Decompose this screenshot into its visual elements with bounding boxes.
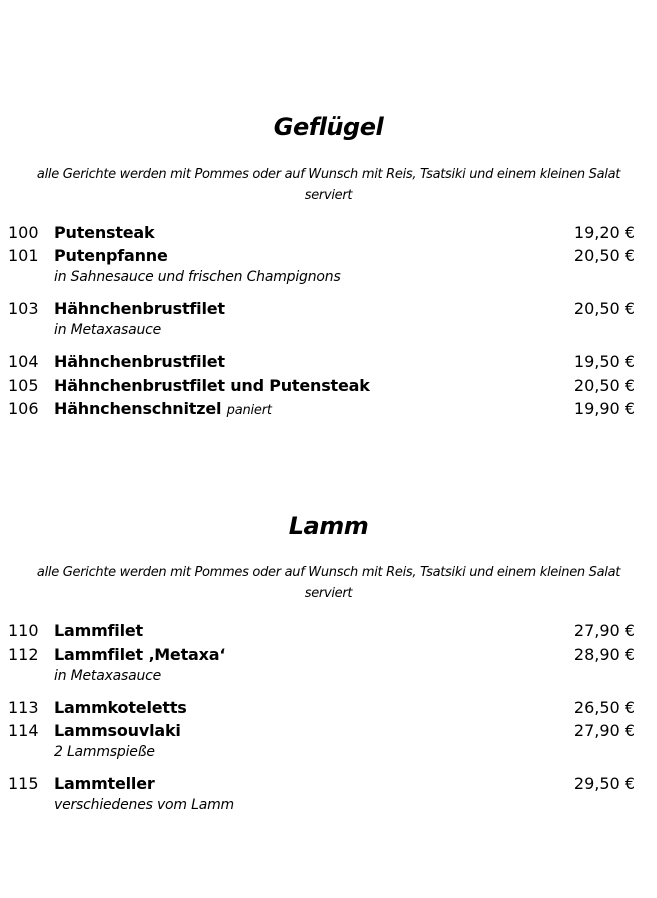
item-name: Hähnchenbrustfilet: [54, 352, 225, 371]
item-number: 104: [8, 352, 39, 371]
menu-item: [8, 644, 635, 666]
item-description: 2 Lammspieße: [54, 744, 155, 760]
item-number: 101: [8, 246, 39, 265]
item-name: Lammfilet: [54, 621, 143, 640]
menu-item: [8, 720, 635, 742]
section-note-poultry-line2: serviert: [304, 188, 353, 203]
item-name: Lammfilet ‚Metaxa‘: [54, 645, 226, 664]
item-number: 115: [8, 774, 39, 793]
item-number: 110: [8, 621, 39, 640]
item-description: in Metaxasauce: [54, 322, 162, 338]
item-price: 27,90 €: [573, 621, 635, 640]
item-name: Hähnchenschnitzel: [54, 399, 222, 418]
item-number: 100: [8, 223, 39, 242]
item-name: Lammkoteletts: [54, 698, 187, 717]
item-price: 20,50 €: [573, 299, 635, 318]
section-title-lamb: Lamm: [288, 512, 369, 540]
menu-item: [8, 398, 635, 420]
item-description: in Metaxasauce: [54, 668, 162, 684]
item-number: 113: [8, 698, 39, 717]
menu-item: [8, 245, 635, 267]
item-price: 20,50 €: [573, 246, 635, 265]
item-price: 26,50 €: [573, 698, 635, 717]
item-name-wrapper: [54, 398, 272, 422]
menu-item: [8, 351, 635, 373]
item-name: Lammteller: [54, 774, 155, 793]
item-price: 29,50 €: [573, 774, 635, 793]
item-name: Lammsouvlaki: [54, 721, 181, 740]
item-inline-note: paniert: [226, 403, 272, 418]
item-number: 112: [8, 645, 39, 664]
section-title-poultry: Geflügel: [273, 113, 384, 141]
item-description: verschiedenes vom Lamm: [54, 797, 234, 813]
item-number: 114: [8, 721, 39, 740]
item-name: Hähnchenbrustfilet und Putensteak: [54, 376, 370, 395]
menu-item: [8, 773, 635, 795]
menu-item: [8, 620, 635, 642]
item-number: 106: [8, 399, 39, 418]
menu-item: [8, 222, 635, 244]
item-name: Hähnchenbrustfilet: [54, 299, 225, 318]
item-number: 103: [8, 299, 39, 318]
item-price: 20,50 €: [573, 376, 635, 395]
menu-item: [8, 375, 635, 397]
section-note-lamb-line1: alle Gerichte werden mit Pommes oder auf Wunsch mit Reis, Tsatsiki und einem kleinen Salat: [36, 565, 621, 580]
item-price: 27,90 €: [573, 721, 635, 740]
item-price: 19,50 €: [573, 352, 635, 371]
section-note-poultry-line1: alle Gerichte werden mit Pommes oder auf Wunsch mit Reis, Tsatsiki und einem kleinen Salat: [36, 167, 621, 182]
item-name: Putenpfanne: [54, 246, 168, 265]
item-number: 105: [8, 376, 39, 395]
item-name: Putensteak: [54, 223, 155, 242]
item-price: 19,90 €: [573, 399, 635, 418]
item-price: 19,20 €: [573, 223, 635, 242]
section-note-lamb-line2: serviert: [304, 586, 353, 601]
item-price: 28,90 €: [573, 645, 635, 664]
item-description: in Sahnesauce und frischen Champignons: [54, 269, 341, 285]
menu-item: [8, 298, 635, 320]
menu-item: [8, 697, 635, 719]
